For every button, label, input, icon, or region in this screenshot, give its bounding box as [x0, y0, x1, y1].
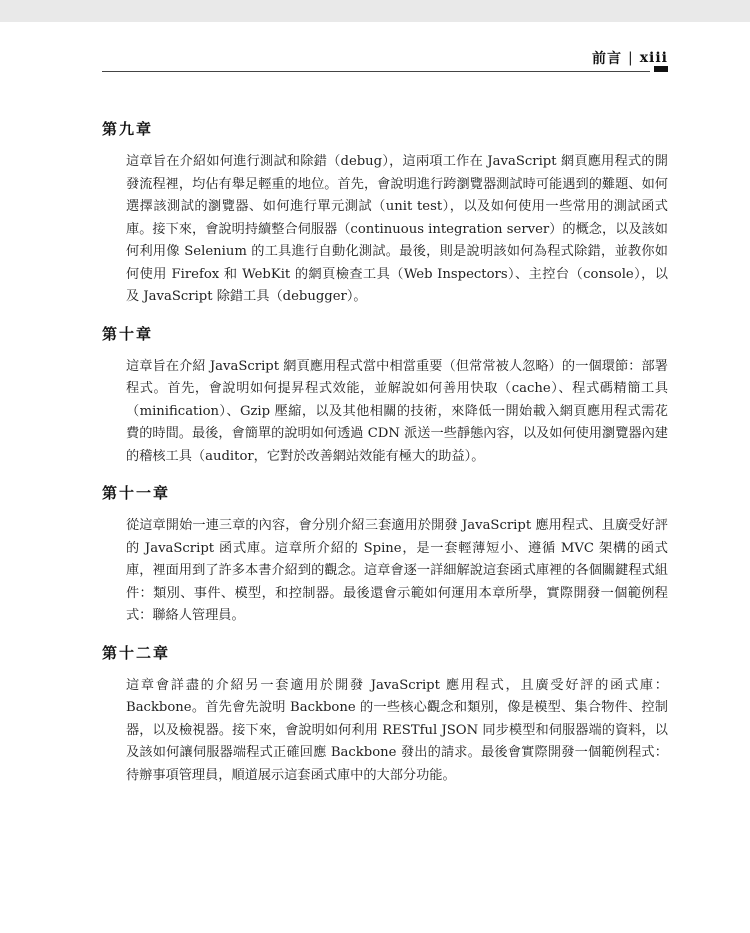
page-content: [102, 118, 668, 801]
header-rule: [102, 71, 650, 72]
chapter-11: [102, 482, 668, 628]
chapter-title: 第十章: [102, 324, 154, 343]
top-band: [0, 0, 750, 22]
header-section: 前言: [591, 51, 622, 67]
chapter-title: 第十二章: [102, 643, 171, 662]
chapter-10: [102, 323, 668, 469]
page-number: xiii: [639, 50, 668, 66]
running-header: [592, 48, 668, 68]
header-rule-tab: [654, 66, 668, 72]
chapter-paragraph: 這章會詳盡的介紹另一套適用於開發 JavaScript 應用程式，且廣受好評的函式庫：Backbone。首先會先說明 Backbone 的一些核心觀念和類別，像是模型、集合物件、控制器，以及檢視器。接下來，會說明如何利用 RESTful JSON 同步模型和伺服器端的資料，以及該如何讓伺服器端程式正確回應 Backbone 發出的請求。最後會實際開發一個範例程式：待辦事項管理員，順道展示這套函式庫中的大部分功能。: [126, 677, 668, 783]
header-separator: |: [627, 50, 634, 66]
chapter-12: [102, 642, 668, 788]
chapter-paragraph: 這章旨在介紹如何進行測試和除錯（debug），這兩項工作在 JavaScript 網頁應用程式的開發流程裡，均佔有舉足輕重的地位。首先，會說明進行跨瀏覽器測試時可能遇到的難題、如何選擇該測試的瀏覽器、如何進行單元測試（unit test），以及如何使用一些常用的測試函式庫。接下來，會說明持續整合伺服器（continuous integration server）的概念，以及該如何利用像 Selenium 的工具進行自動化測試。最後，則是說明該如何為程式除錯，並教你如何使用 Firefox 和 WebKit 的網頁檢查工具（Web Inspectors）、主控台（console），以及 JavaScript 除錯工具（debugger）。: [126, 154, 668, 304]
chapter-paragraph: 這章旨在介紹 JavaScript 網頁應用程式當中相當重要（但常常被人忽略）的一個環節：部署程式。首先，會說明如何提昇程式效能，並解說如何善用快取（cache）、程式碼精簡工具（minification）、Gzip 壓縮，以及其他相關的技術，來降低一開始載入網頁應用程式需花費的時間。最後，會簡單的說明如何透過 CDN 派送一些靜態內容，以及如何使用瀏覽器內建的稽核工具（auditor，它對於改善網站效能有極大的助益）。: [126, 358, 668, 464]
chapter-9: [102, 118, 668, 309]
chapter-title: 第九章: [102, 120, 154, 138]
chapter-title: 第十一章: [102, 484, 171, 502]
chapter-paragraph: 從這章開始一連三章的內容，會分別介紹三套適用於開發 JavaScript 應用程式、且廣受好評的 JavaScript 函式庫。這章所介紹的 Spine，是一套輕薄短小、遵循 MVC 架構的函式庫，裡面用到了許多本書介紹到的觀念。這章會逐一詳細解說這套函式庫裡的各個關鍵程式組件：類別、事件、模型，和控制器。最後還會示範如何運用本章所學，實際開發一個範例程式：聯絡人管理員。: [126, 518, 668, 623]
